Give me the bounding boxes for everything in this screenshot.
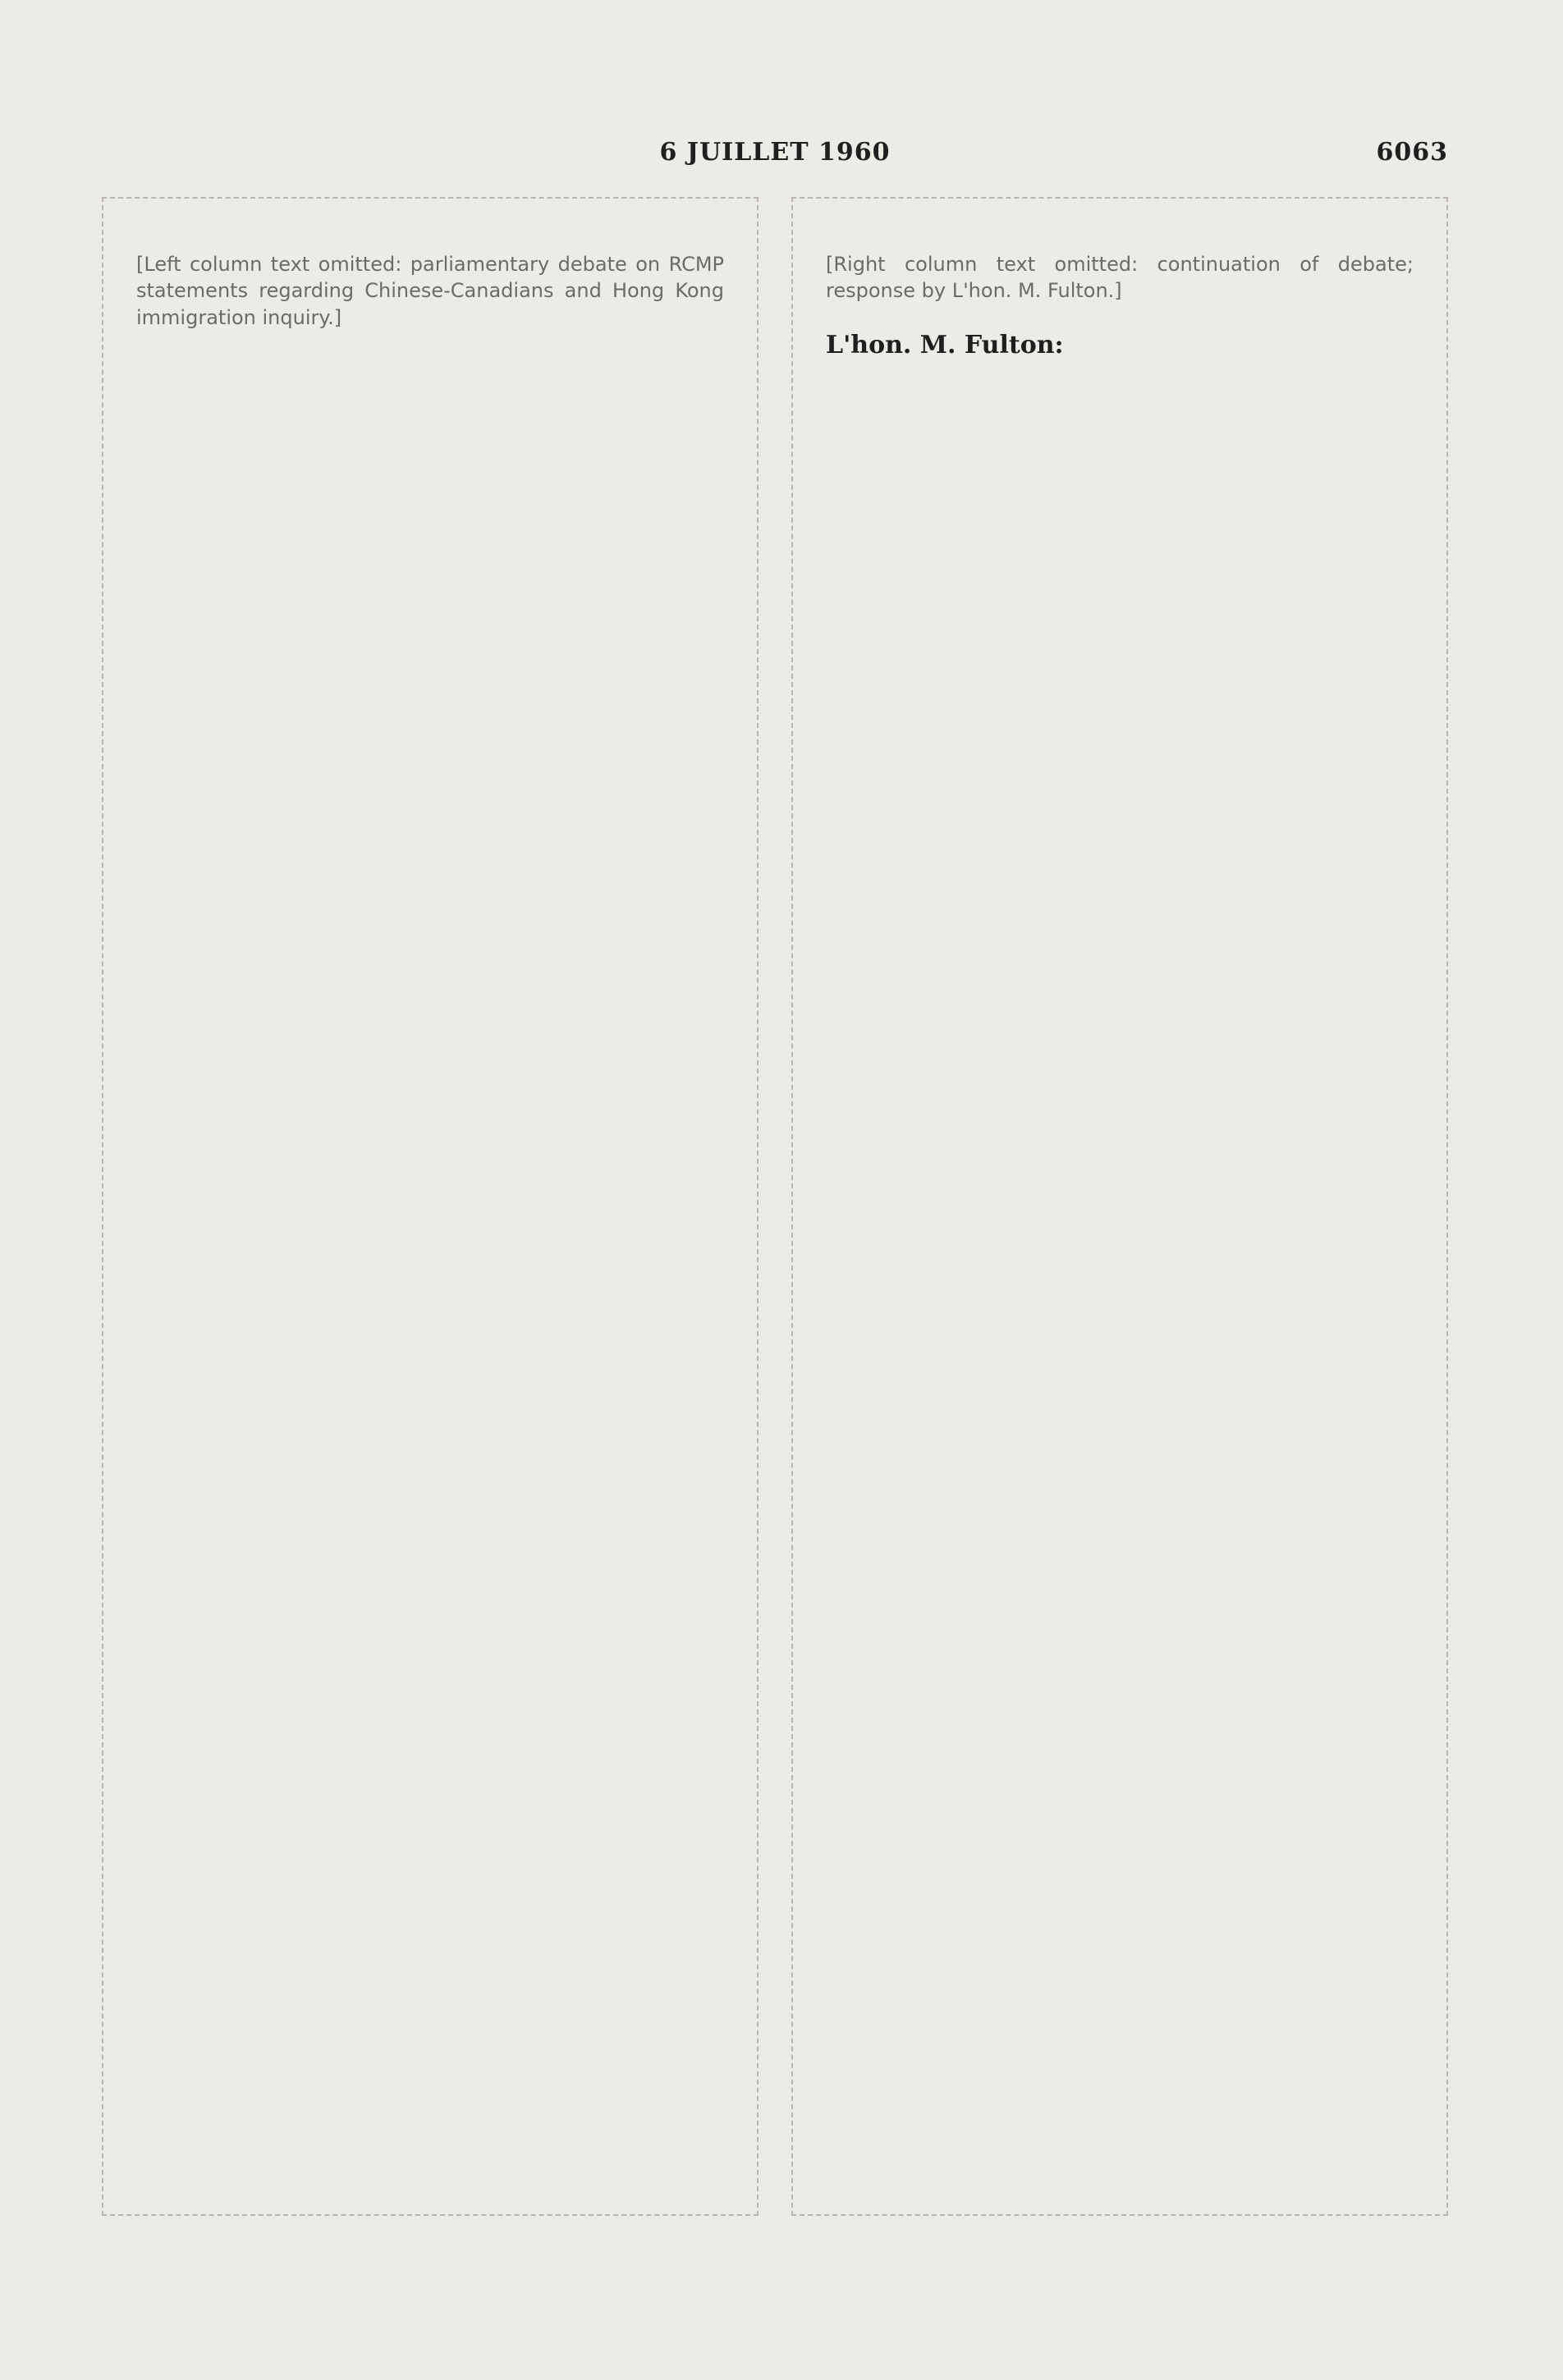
right-column	[791, 197, 1448, 2216]
left-column-summary: [Left column text omitted: parliamentary debate on RCMP statements regarding Chinese-Canadians and Hong Kong immigration inquiry.]	[136, 253, 724, 329]
page-header	[102, 138, 1448, 167]
speaker-label: L'hon. M. Fulton:	[826, 330, 1064, 359]
left-column	[102, 197, 759, 2216]
text-columns	[102, 197, 1448, 2216]
right-column-summary: [Right column text omitted: continuation of debate; response by L'hon. M. Fulton.]	[826, 253, 1414, 303]
page-number: 6063	[1376, 138, 1448, 167]
page-date: 6 JUILLET 1960	[659, 138, 891, 167]
